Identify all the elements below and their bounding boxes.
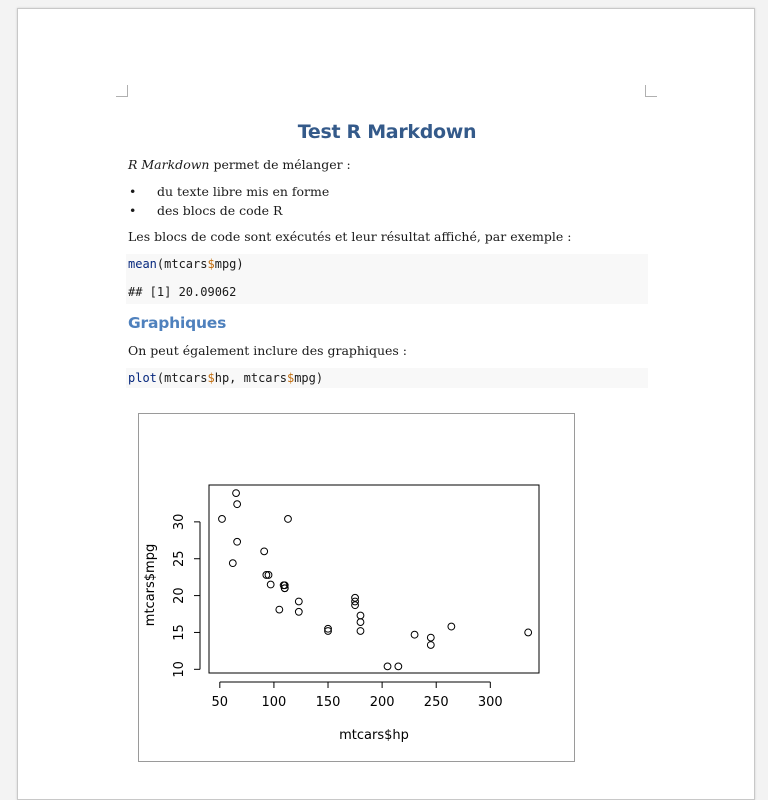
data-point	[357, 628, 364, 635]
code-block-plot	[126, 368, 648, 388]
data-point	[525, 629, 532, 636]
code-output	[126, 274, 648, 304]
scatter-plot	[139, 414, 574, 761]
list-item	[128, 201, 646, 220]
y-axis-label: mtcars$mpg	[143, 543, 158, 627]
data-point	[357, 619, 364, 626]
data-point	[229, 560, 236, 567]
list-item-text: du texte libre mis en forme	[157, 184, 330, 199]
scatter-plot-figure[interactable]	[138, 413, 575, 762]
intro-rest: permet de mélanger :	[209, 157, 351, 172]
x-tick-label: 100	[261, 695, 287, 710]
x-tick-label: 200	[369, 695, 395, 710]
code-output-text: ## [1] 20.09062	[128, 285, 237, 299]
document-title: Test R Markdown	[297, 121, 477, 143]
x-tick-label: 250	[423, 695, 449, 710]
bullet-icon: •	[129, 184, 137, 199]
data-point	[395, 663, 402, 670]
x-tick-label: 50	[211, 695, 229, 710]
y-axis	[172, 514, 200, 678]
code-text: mpg)	[214, 257, 244, 271]
plot-frame	[209, 485, 539, 673]
x-tick-label: 300	[477, 695, 503, 710]
data-point	[234, 538, 241, 545]
data-point	[411, 631, 418, 638]
list-item-text: des blocs de code R	[157, 203, 283, 218]
data-point	[448, 623, 455, 630]
bullet-icon: •	[129, 203, 137, 218]
y-tick-label: 15	[172, 624, 187, 641]
data-point	[219, 516, 226, 523]
code-function: plot	[128, 371, 157, 385]
document-content[interactable]	[128, 121, 646, 388]
code-function: mean	[128, 257, 157, 271]
x-tick-label: 150	[315, 695, 341, 710]
y-tick-label: 25	[172, 550, 187, 567]
code-text: mpg)	[294, 371, 324, 385]
data-point	[357, 612, 364, 619]
section-title: Graphiques	[128, 314, 227, 332]
intro-emphasis: R Markdown	[128, 157, 210, 172]
code-blocks-paragraph: Les blocs de code sont exécutés et leur résultat affiché, par exemple :	[128, 229, 572, 244]
data-point	[233, 490, 240, 497]
x-axis	[212, 682, 503, 710]
x-axis-label: mtcars$hp	[339, 728, 409, 743]
margin-corner-top-right	[645, 85, 657, 97]
document-page	[17, 8, 755, 800]
y-tick-label: 10	[172, 661, 187, 678]
intro-paragraph	[128, 156, 646, 174]
data-point	[285, 516, 292, 523]
data-point	[295, 598, 302, 605]
y-tick-label: 20	[172, 587, 187, 604]
data-point	[295, 608, 302, 615]
y-tick-label: 30	[172, 513, 187, 531]
code-operator: $	[286, 371, 295, 385]
data-point	[234, 501, 241, 508]
data-points	[219, 490, 532, 670]
code-operator: $	[207, 257, 215, 271]
margin-corner-top-left	[116, 85, 128, 97]
data-point	[427, 642, 434, 649]
graphs-paragraph: On peut également inclure des graphiques :	[128, 343, 408, 358]
code-text: (mtcars	[156, 371, 208, 385]
code-text: (mtcars	[156, 257, 208, 271]
code-operator: $	[207, 371, 215, 385]
data-point	[276, 606, 283, 613]
code-block-mean	[126, 254, 648, 274]
data-point	[427, 634, 434, 641]
bullet-list	[128, 182, 646, 220]
list-item	[128, 182, 646, 201]
code-text: hp, mtcars	[214, 371, 287, 385]
data-point	[267, 581, 274, 588]
data-point	[261, 548, 268, 555]
data-point	[384, 663, 391, 670]
